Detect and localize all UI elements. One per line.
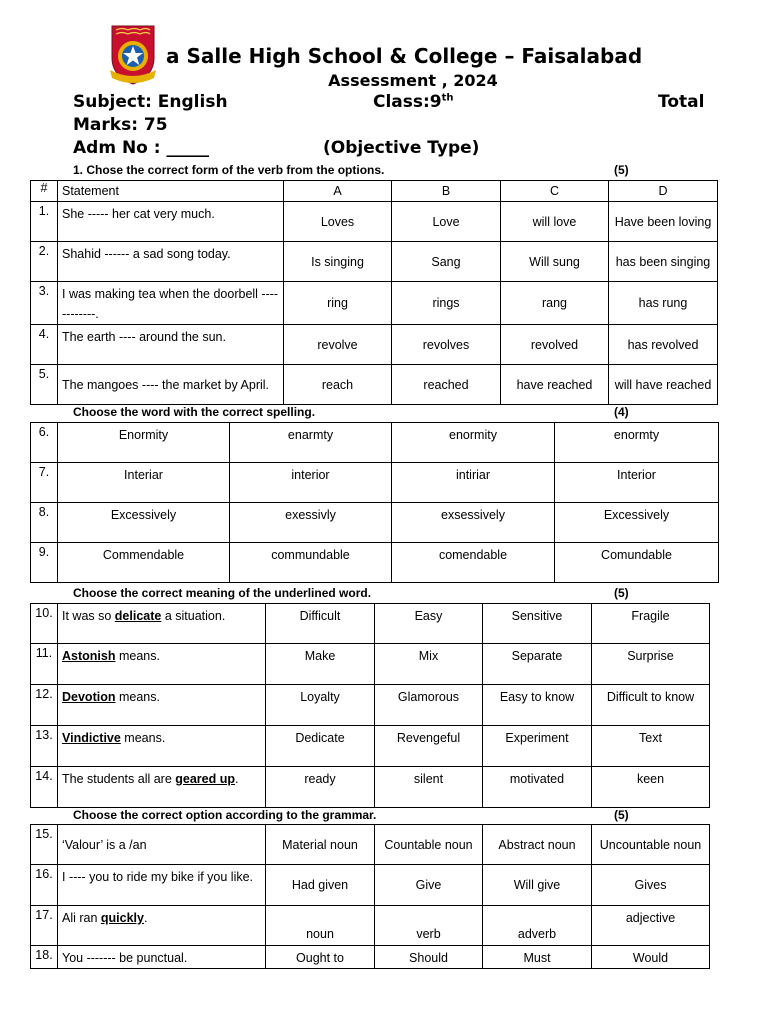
question-number: 9. [31,543,58,583]
option-d: Interior [555,463,719,503]
question-row [31,365,718,405]
question-row [31,865,710,906]
option-b: enarmty [230,423,392,463]
option-b: Mix [375,644,483,685]
statement-text: . [235,772,239,786]
option-c: intiriar [392,463,555,503]
question-number: 13. [31,726,58,767]
option-d: Gives [592,865,710,906]
question-statement [58,865,266,906]
option-a: Interiar [58,463,230,503]
question-statement [58,604,266,644]
option-a: ready [266,767,375,808]
underlined-word: delicate [114,609,162,623]
section4-marks: (5) [614,808,629,822]
section2-marks: (4) [614,405,629,419]
option-d: Fragile [592,604,710,644]
option-b: verb [375,906,483,946]
option-d: keen [592,767,710,808]
question-statement [58,825,266,865]
subject-label: Subject: English [73,92,228,112]
question-statement: I was making tea when the doorbell ------------. [58,282,284,325]
option-c: Must [483,946,592,969]
option-c: Abstract noun [483,825,592,865]
question-number: 10. [31,604,58,644]
question-statement [58,946,266,969]
question-statement [58,906,266,946]
question-number: 4. [31,325,58,365]
option-b: exessivly [230,503,392,543]
question-number: 14. [31,767,58,808]
option-a: Loyalty [266,685,375,726]
option-c: have reached [501,365,609,405]
question-number: 8. [31,503,58,543]
question-row [31,906,710,946]
option-d: has rung [609,282,718,325]
option-b: commundable [230,543,392,583]
option-a: Loves [284,202,392,242]
option-d: enormty [555,423,719,463]
question-row [31,543,719,583]
option-a: Is singing [284,242,392,282]
question-row [31,825,710,865]
option-a: ring [284,282,392,325]
statement-text: means. [115,649,160,663]
question-row [31,644,710,685]
question-number: 15. [31,825,58,865]
option-a: Dedicate [266,726,375,767]
statement-text: The students all are [62,772,176,786]
section1-title: 1. Chose the correct form of the verb from the options. [73,163,385,177]
col-header-num: # [31,181,58,202]
option-d: has revolved [609,325,718,365]
marks-label: Marks: 75 [73,115,168,135]
option-a: Difficult [266,604,375,644]
option-b: revolves [392,325,501,365]
col-header-a: A [284,181,392,202]
question-number: 11. [31,644,58,685]
question-statement: The mangoes ---- the market by April. [58,365,284,405]
option-c: exsessively [392,503,555,543]
section2-table [30,422,719,583]
question-row [31,685,710,726]
option-a: Material noun [266,825,375,865]
question-row [31,282,718,325]
statement-text: Ali ran [62,911,101,925]
section1-header-row [31,181,718,202]
objective-type-label: (Objective Type) [323,138,480,158]
question-number: 2. [31,242,58,282]
option-b: Glamorous [375,685,483,726]
option-c: comendable [392,543,555,583]
underlined-word: quickly [100,911,144,925]
question-row [31,767,710,808]
option-d: Difficult to know [592,685,710,726]
option-b: silent [375,767,483,808]
assessment-title: Assessment , 2024 [328,71,498,90]
option-b: Give [375,865,483,906]
option-b: Love [392,202,501,242]
option-a: Make [266,644,375,685]
option-d: Excessively [555,503,719,543]
section4-table [30,824,710,969]
col-header-statement: Statement [58,181,284,202]
question-row [31,325,718,365]
question-number: 18. [31,946,58,969]
question-statement [58,644,266,685]
option-d: will have reached [609,365,718,405]
section3-marks: (5) [614,586,629,600]
option-c: Experiment [483,726,592,767]
option-d: adjective [592,906,710,946]
section3-table [30,603,710,808]
underlined-word: Devotion [62,690,116,704]
question-row [31,503,719,543]
underlined-word: Vindictive [62,731,121,745]
statement-text: a situation. [161,609,226,623]
question-row [31,946,710,969]
question-number: 1. [31,202,58,242]
question-statement [58,726,266,767]
option-c: Easy to know [483,685,592,726]
section1-table [30,180,718,405]
option-c: enormity [392,423,555,463]
option-d: Surprise [592,644,710,685]
question-number: 17. [31,906,58,946]
option-b: reached [392,365,501,405]
question-row [31,423,719,463]
option-d: Have been loving [609,202,718,242]
underlined-word: geared up [175,772,236,786]
option-b: Countable noun [375,825,483,865]
option-b: Easy [375,604,483,644]
question-statement: Shahid ------ a sad song today. [58,242,284,282]
statement-text: It was so [62,609,115,623]
question-number: 16. [31,865,58,906]
question-statement: She ----- her cat very much. [58,202,284,242]
question-row [31,202,718,242]
school-name: a Salle High School & College – Faisalabad [166,44,643,68]
section2-title: Choose the word with the correct spelling. [73,405,316,419]
question-number: 3. [31,282,58,325]
statement-text: means. [120,731,166,745]
col-header-b: B [392,181,501,202]
option-d: has been singing [609,242,718,282]
option-a: Commendable [58,543,230,583]
total-label: Total [658,92,705,112]
option-c: motivated [483,767,592,808]
question-number: 12. [31,685,58,726]
question-number: 6. [31,423,58,463]
section4-title: Choose the correct option according to the grammar. [73,808,377,822]
statement-text: You ------- be punctual. [62,951,188,965]
option-a: noun [266,906,375,946]
option-b: interior [230,463,392,503]
question-number: 5. [31,365,58,405]
option-b: Should [375,946,483,969]
col-header-d: D [609,181,718,202]
question-row [31,242,718,282]
question-statement [58,685,266,726]
option-a: Enormity [58,423,230,463]
option-b: rings [392,282,501,325]
option-c: Separate [483,644,592,685]
option-a: Had given [266,865,375,906]
option-c: Will sung [501,242,609,282]
question-statement [58,767,266,808]
option-b: Sang [392,242,501,282]
option-a: reach [284,365,392,405]
class-label: Class:9th [373,92,454,112]
option-a: Ought to [266,946,375,969]
option-d: Comundable [555,543,719,583]
statement-text: means. [115,690,160,704]
option-c: adverb [483,906,592,946]
statement-text: I ---- you to ride my bike if you like. [62,870,254,884]
adm-no-label: Adm No : _____ [73,138,209,158]
option-b: Revengeful [375,726,483,767]
option-c: revolved [501,325,609,365]
underlined-word: Astonish [62,649,116,663]
question-row [31,604,710,644]
option-c: rang [501,282,609,325]
question-number: 7. [31,463,58,503]
section1-marks: (5) [614,163,629,177]
statement-text: ‘Valour’ is a /an [62,837,147,852]
statement-text: . [143,911,148,925]
col-header-c: C [501,181,609,202]
option-c: will love [501,202,609,242]
option-d: Would [592,946,710,969]
question-statement: The earth ---- around the sun. [58,325,284,365]
option-c: Sensitive [483,604,592,644]
option-d: Uncountable noun [592,825,710,865]
question-row [31,726,710,767]
option-d: Text [592,726,710,767]
option-c: Will give [483,865,592,906]
question-row [31,463,719,503]
option-a: revolve [284,325,392,365]
option-a: Excessively [58,503,230,543]
section3-title: Choose the correct meaning of the underlined word. [73,586,372,600]
